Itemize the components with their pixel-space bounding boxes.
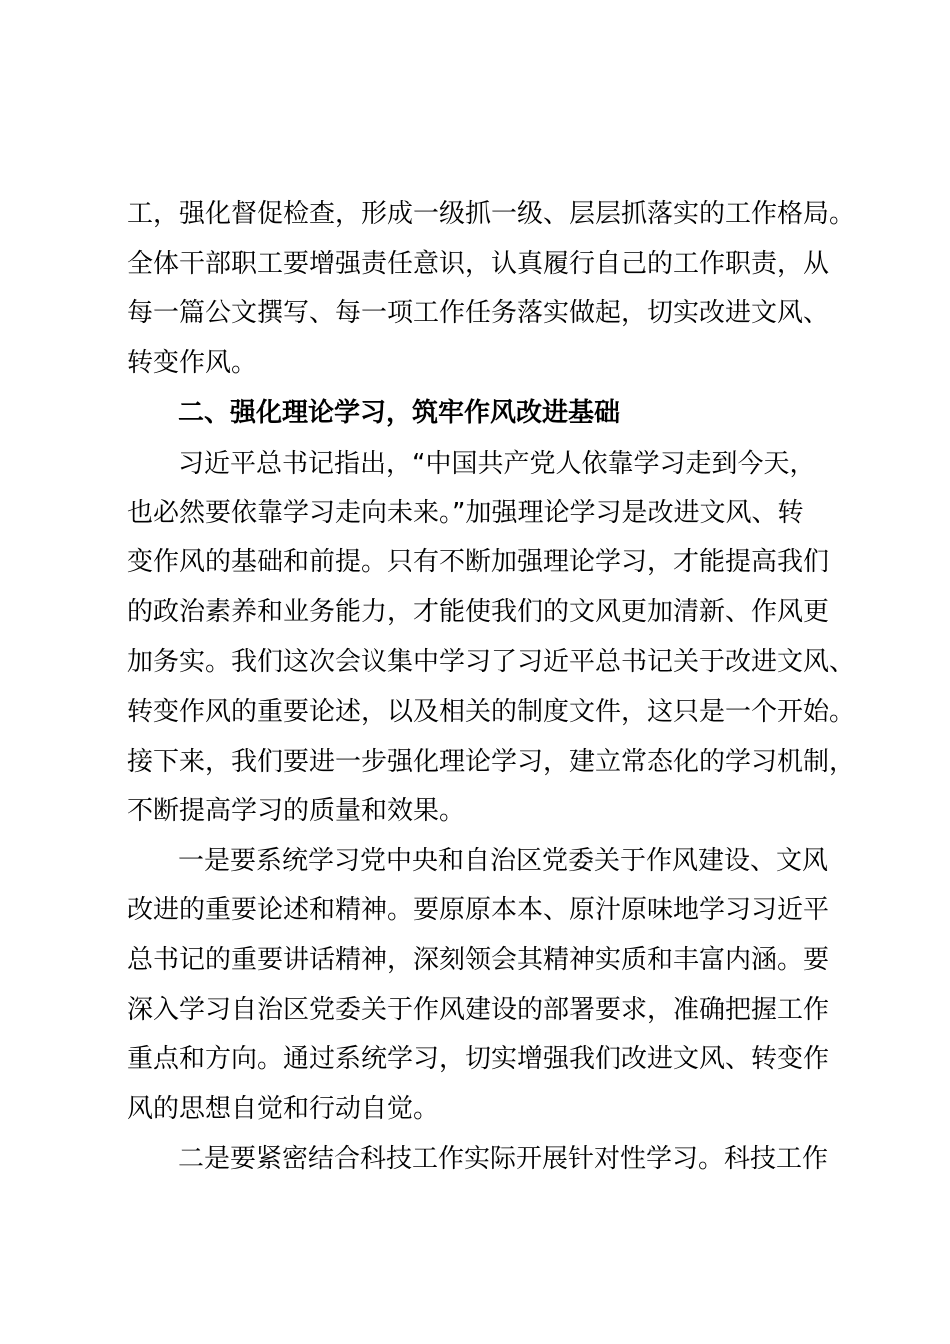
paragraph-line: 总书记的重要讲话精神，深刻领会其精神实质和丰富内涵。要 — [127, 945, 830, 975]
paragraph-line: 工，强化督促检查，形成一级抓一级、层层抓落实的工作格局。 — [127, 199, 856, 229]
paragraph-line: 的政治素养和业务能力，才能使我们的文风更加清新、作风更 — [127, 597, 830, 627]
paragraph-line: 重点和方向。通过系统学习，切实增强我们改进文风、转变作 — [127, 1044, 830, 1074]
paragraph-line: 全体干部职工要增强责任意识，认真履行自己的工作职责，从 — [127, 249, 830, 279]
paragraph-line: 变作风的基础和前提。只有不断加强理论学习，才能提高我们 — [127, 547, 830, 577]
paragraph-line: 深入学习自治区党委关于作风建设的部署要求，准确把握工作 — [127, 995, 830, 1025]
paragraph-line: 转变作风。 — [127, 348, 258, 378]
paragraph-line: 也必然要依靠学习走向未来。”加强理论学习是改进文风、转 — [127, 498, 804, 528]
section-heading: 二、强化理论学习，筑牢作风改进基础 — [178, 398, 621, 428]
paragraph-line: 习近平总书记指出，“中国共产党人依靠学习走到今天， — [178, 449, 816, 479]
paragraph-line: 加务实。我们这次会议集中学习了习近平总书记关于改进文风、 — [127, 647, 856, 677]
paragraph-line: 每一篇公文撰写、每一项工作任务落实做起，切实改进文风、 — [127, 298, 830, 328]
paragraph-line: 风的思想自觉和行动自觉。 — [127, 1094, 440, 1124]
paragraph-line: 改进的重要论述和精神。要原原本本、原汁原味地学习习近平 — [127, 895, 830, 925]
paragraph-line: 不断提高学习的质量和效果。 — [127, 796, 466, 826]
paragraph-line: 二是要紧密结合科技工作实际开展针对性学习。科技工作 — [178, 1144, 829, 1174]
paragraph-line: 一是要系统学习党中央和自治区党委关于作风建设、文风 — [178, 846, 829, 876]
paragraph-line: 转变作风的重要论述，以及相关的制度文件，这只是一个开始。 — [127, 697, 856, 727]
paragraph-line: 接下来，我们要进一步强化理论学习，建立常态化的学习机制， — [127, 747, 856, 777]
